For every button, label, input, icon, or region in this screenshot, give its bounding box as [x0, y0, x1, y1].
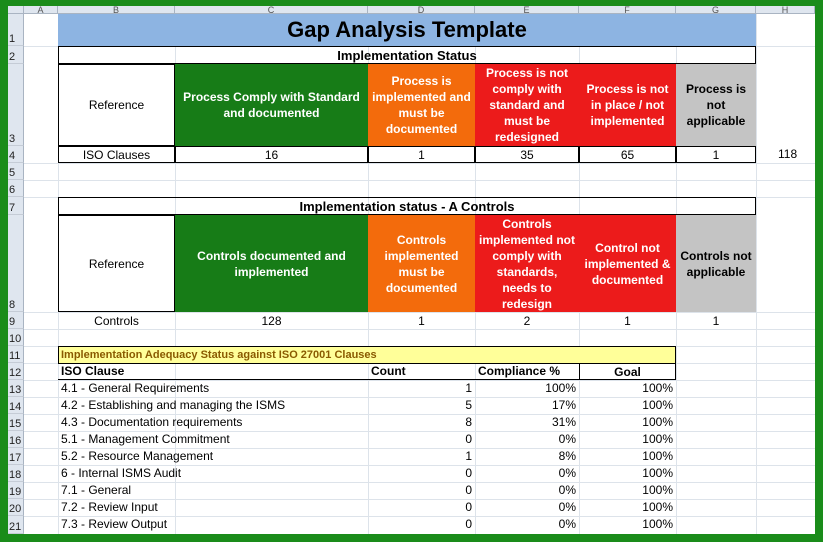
reference-label: Reference: [58, 64, 175, 146]
clause-count[interactable]: 0: [465, 517, 472, 531]
column-header-c[interactable]: C: [175, 6, 368, 14]
category-controls-not-applicable: Controls not applicable: [676, 215, 756, 312]
category-not-applicable: Process is not applicable: [676, 64, 756, 146]
column-header-e[interactable]: E: [475, 6, 579, 14]
row-header[interactable]: 3: [8, 64, 24, 146]
category-comply-documented: Process Comply with Standard and documented: [175, 64, 368, 146]
clause-compliance[interactable]: 0%: [558, 500, 576, 514]
clause-goal[interactable]: 100%: [642, 500, 673, 514]
clause-goal[interactable]: 100%: [642, 517, 673, 531]
total-value[interactable]: 118: [778, 147, 798, 161]
value-controls-redesign[interactable]: 2: [523, 313, 531, 328]
spreadsheet-grid[interactable]: [8, 6, 815, 534]
clause-goal[interactable]: 100%: [642, 381, 673, 395]
clause-count[interactable]: 5: [465, 398, 472, 412]
iso-clauses-label[interactable]: ISO Clauses: [58, 146, 175, 163]
row-header[interactable]: 9: [8, 312, 24, 329]
clause-goal[interactable]: 100%: [642, 449, 673, 463]
clause-goal[interactable]: 100%: [642, 415, 673, 429]
column-header-a[interactable]: A: [24, 6, 58, 14]
clause-compliance[interactable]: 0%: [558, 432, 576, 446]
row-header[interactable]: 21: [8, 516, 24, 534]
header-count: Count: [368, 363, 475, 380]
clause-goal[interactable]: 100%: [642, 398, 673, 412]
section-header-a-controls: Implementation status - A Controls: [58, 197, 756, 215]
column-header-h[interactable]: H: [756, 6, 815, 14]
row-header[interactable]: 10: [8, 329, 24, 346]
section-header-implementation-status: Implementation Status: [58, 46, 756, 64]
row-header[interactable]: 8: [8, 215, 24, 312]
clause-compliance[interactable]: 0%: [558, 517, 576, 531]
category-not-in-place: Process is not in place / not implemented: [579, 64, 676, 146]
clause-compliance[interactable]: 17%: [551, 398, 576, 412]
clause-name[interactable]: 7.3 - Review Output: [61, 517, 168, 531]
clause-name[interactable]: 7.1 - General: [61, 483, 132, 497]
row-header[interactable]: 20: [8, 499, 24, 516]
clause-goal[interactable]: 100%: [642, 432, 673, 446]
row-header[interactable]: 15: [8, 414, 24, 431]
row-header[interactable]: 5: [8, 163, 24, 180]
clause-name[interactable]: 5.2 - Resource Management: [61, 449, 214, 463]
row-header[interactable]: 2: [8, 46, 24, 64]
value-implemented-must-document[interactable]: 1: [368, 146, 475, 163]
header-iso-clause: ISO Clause: [58, 363, 368, 380]
row-header[interactable]: 11: [8, 346, 24, 363]
value-controls-must-document[interactable]: 1: [418, 313, 425, 328]
clause-name[interactable]: 4.2 - Establishing and managing the ISMS: [61, 398, 286, 412]
clause-count[interactable]: 1: [465, 449, 472, 463]
value-controls-not-implemented[interactable]: 1: [624, 313, 631, 328]
category-controls-not-implemented: Control not implemented & documented: [579, 215, 676, 312]
clause-name[interactable]: 7.2 - Review Input: [61, 500, 158, 514]
select-all-corner[interactable]: [8, 6, 24, 14]
category-controls-must-document: Controls implemented must be documented: [368, 215, 475, 312]
clause-goal[interactable]: 100%: [642, 466, 673, 480]
value-comply-documented[interactable]: 16: [175, 146, 368, 163]
clause-compliance[interactable]: 0%: [558, 483, 576, 497]
header-compliance: Compliance %: [475, 363, 579, 380]
clause-count[interactable]: 0: [465, 432, 472, 446]
row-header[interactable]: 1: [8, 14, 24, 46]
clause-count[interactable]: 0: [465, 500, 472, 514]
value-not-comply[interactable]: 35: [475, 146, 579, 163]
row-header[interactable]: 12: [8, 363, 24, 380]
clause-compliance[interactable]: 100%: [545, 381, 576, 395]
column-header-d[interactable]: D: [368, 6, 475, 14]
value-not-applicable[interactable]: 1: [676, 146, 756, 163]
clause-count[interactable]: 8: [465, 415, 472, 429]
clause-name[interactable]: 4.3 - Documentation requirements: [61, 415, 243, 429]
clause-compliance[interactable]: 8%: [558, 449, 576, 463]
adequacy-section-title: Implementation Adequacy Status against ISO 27001 Clauses: [58, 346, 676, 364]
column-header-b[interactable]: B: [58, 6, 175, 14]
category-implemented-must-document: Process is implemented and must be documented: [368, 64, 475, 146]
clause-compliance[interactable]: 0%: [558, 466, 576, 480]
row-header[interactable]: 19: [8, 482, 24, 499]
clause-name[interactable]: 5.1 - Management Commitment: [61, 432, 230, 446]
column-header-f[interactable]: F: [579, 6, 676, 14]
clause-count[interactable]: 0: [465, 466, 472, 480]
reference-label: Reference: [58, 215, 175, 312]
value-not-in-place[interactable]: 65: [579, 146, 676, 163]
value-controls-documented[interactable]: 128: [261, 313, 282, 328]
row-header[interactable]: 14: [8, 397, 24, 414]
column-header-g[interactable]: G: [676, 6, 756, 14]
clause-name[interactable]: 4.1 - General Requirements: [61, 381, 210, 395]
row-header[interactable]: 6: [8, 180, 24, 197]
value-controls-not-applicable[interactable]: 1: [712, 313, 720, 328]
row-header[interactable]: 16: [8, 431, 24, 448]
clause-name[interactable]: 6 - Internal ISMS Audit: [61, 466, 182, 480]
clause-goal[interactable]: 100%: [642, 483, 673, 497]
category-controls-documented: Controls documented and implemented: [175, 215, 368, 312]
page-title: Gap Analysis Template: [58, 14, 756, 46]
clause-count[interactable]: 0: [465, 483, 472, 497]
row-header[interactable]: 4: [8, 146, 24, 163]
row-header[interactable]: 18: [8, 465, 24, 482]
clause-count[interactable]: 1: [465, 381, 472, 395]
row-header[interactable]: 13: [8, 380, 24, 397]
controls-label[interactable]: Controls: [94, 313, 139, 328]
category-controls-redesign: Controls implemented not comply with standards, needs to redesign: [475, 215, 579, 312]
category-not-comply-redesign: Process is not comply with standard and must be redesigned: [475, 64, 579, 146]
row-header[interactable]: 17: [8, 448, 24, 465]
row-header[interactable]: 7: [8, 197, 24, 215]
clause-compliance[interactable]: 31%: [551, 415, 576, 429]
header-goal: Goal: [579, 363, 676, 380]
